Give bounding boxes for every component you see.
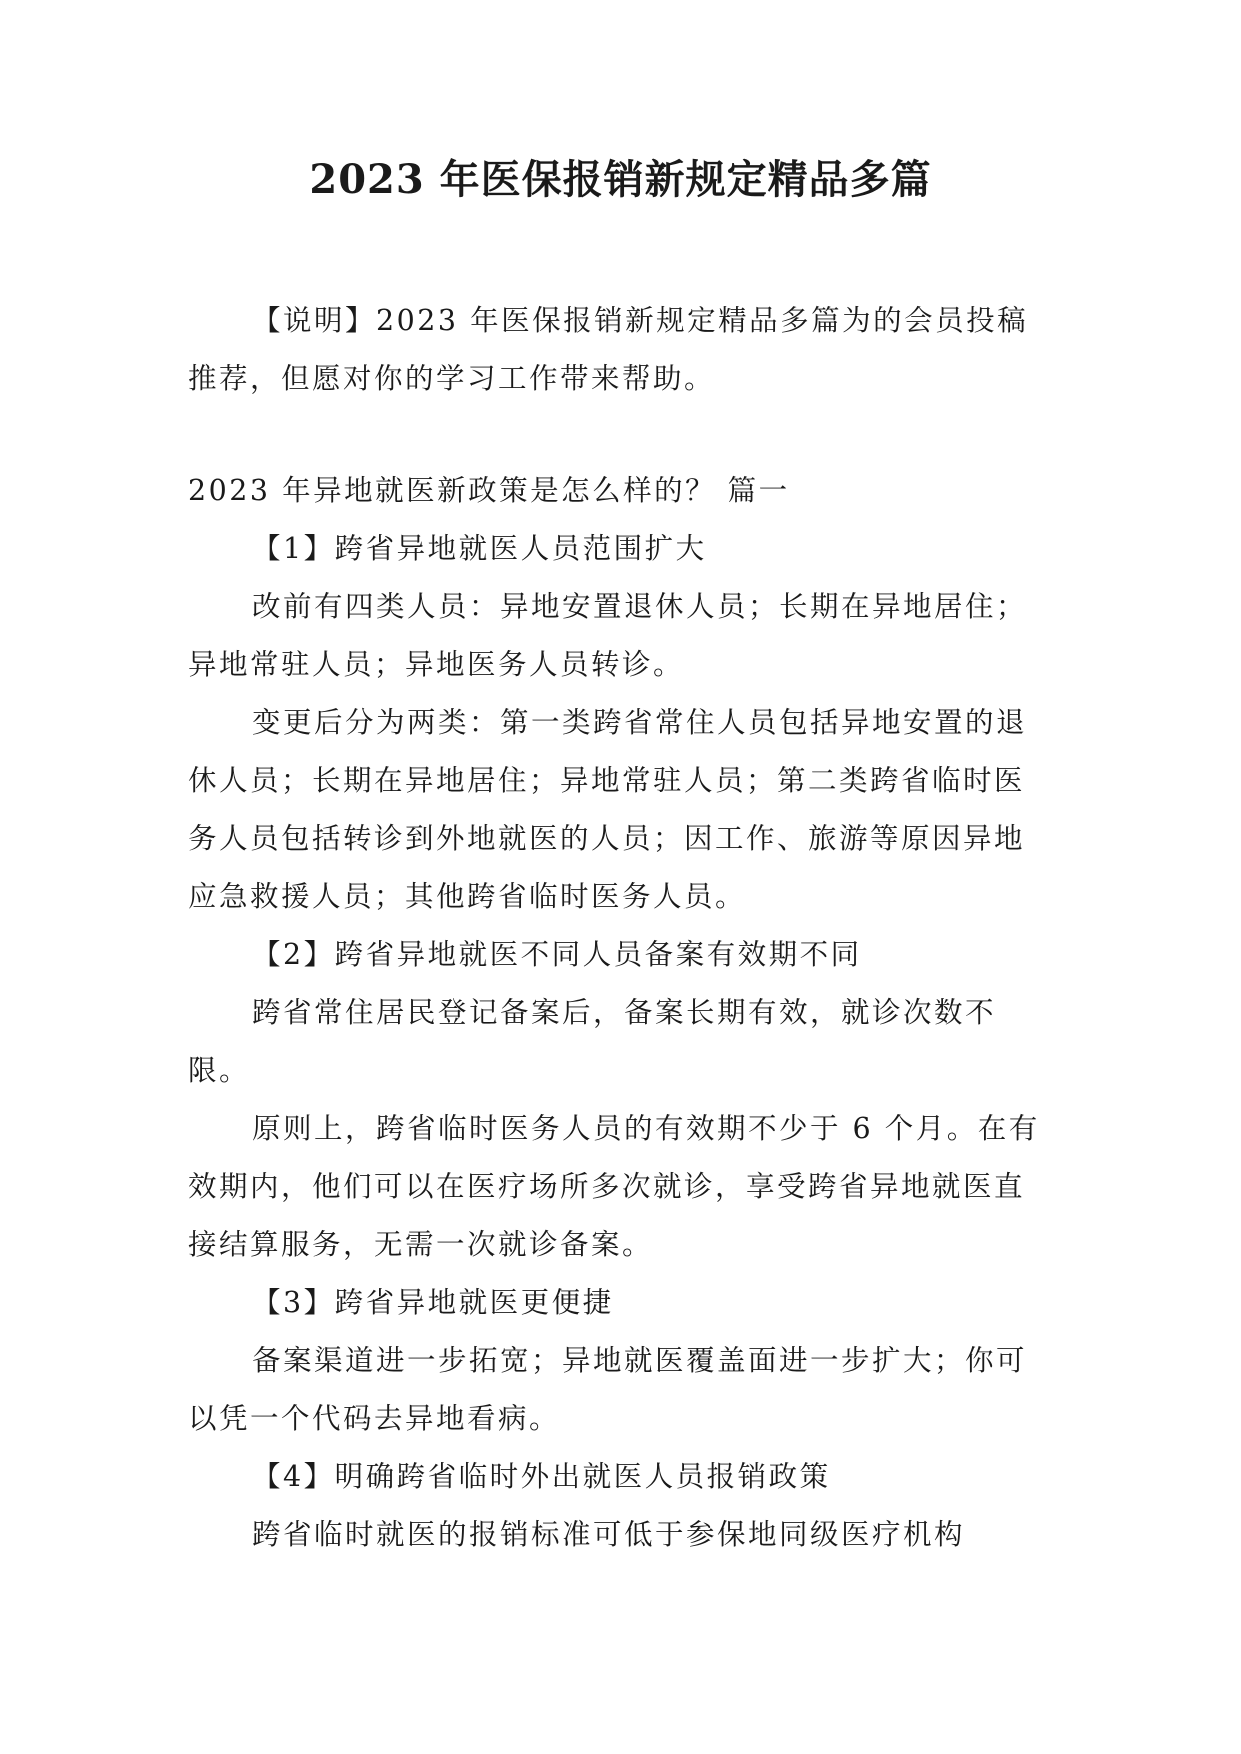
- paragraph: 改前有四类人员：异地安置退休人员；长期在异地居住；异地常驻人员；异地医务人员转诊。: [188, 590, 1028, 681]
- section-heading: 2023 年异地就医新政策是怎么样的？ 篇一: [188, 474, 790, 507]
- paragraph: 跨省临时就医的报销标准可低于参保地同级医疗机构: [252, 1518, 966, 1551]
- paragraph: 备案渠道进一步拓宽；异地就医覆盖面进一步扩大；你可以凭一个代码去异地看病。: [188, 1344, 1028, 1435]
- paragraph: 原则上，跨省临时医务人员的有效期不少于 6 个月。在有效期内，他们可以在医疗场所多次就诊，享受跨省异地就医直接结算服务，无需一次就诊备案。: [188, 1112, 1040, 1261]
- subheading-4: 【4】明确跨省临时外出就医人员报销政策: [252, 1460, 831, 1493]
- paragraph: 跨省常住居民登记备案后，备案长期有效，就诊次数不限。: [188, 996, 997, 1087]
- document-title: 2023 年医保报销新规定精品多篇: [309, 156, 932, 203]
- paragraph: 变更后分为两类：第一类跨省常住人员包括异地安置的退休人员；长期在异地居住；异地常驻人员；第二类跨省临时医务人员包括转诊到外地就医的人员；因工作、旅游等原因异地应急救援人员；其他跨省临时医务人员。: [188, 706, 1028, 913]
- subheading-2: 【2】跨省异地就医不同人员备案有效期不同: [252, 938, 862, 971]
- intro-block: [188, 292, 1048, 408]
- subheading-3: 【3】跨省异地就医更便捷: [252, 1286, 614, 1319]
- document-body: [188, 462, 1048, 1564]
- intro-paragraph: 【说明】2023 年医保报销新规定精品多篇为的会员投稿推荐，但愿对你的学习工作带来帮助。: [188, 304, 1029, 395]
- subheading-1: 【1】跨省异地就医人员范围扩大: [252, 532, 707, 565]
